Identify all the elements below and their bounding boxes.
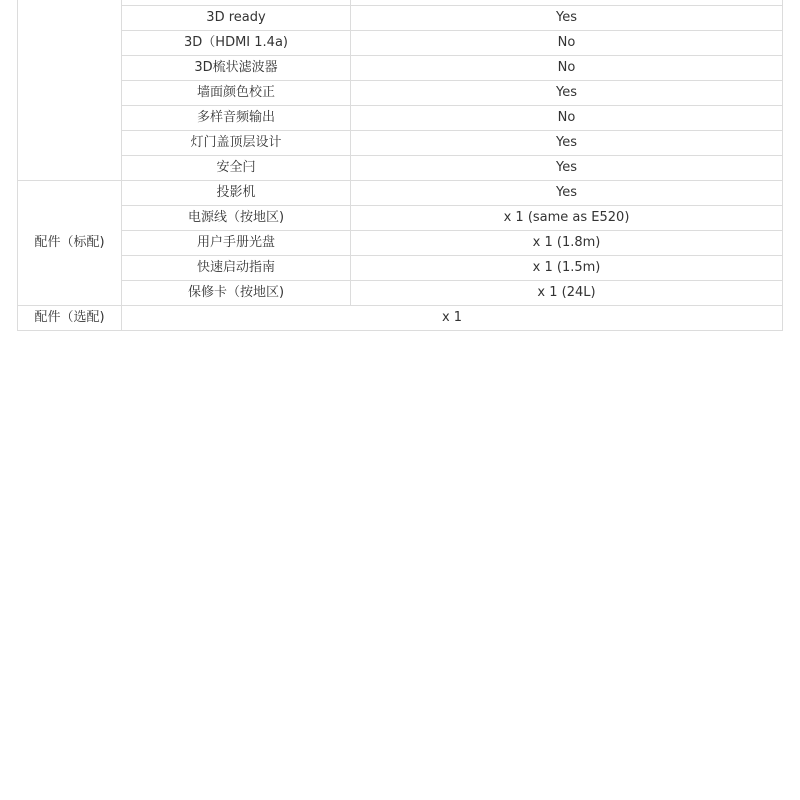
table-row xyxy=(18,306,783,331)
spec-name: 安全闩 xyxy=(122,156,351,181)
spec-name: 保修卡（按地区) xyxy=(122,281,351,306)
spec-value: Yes xyxy=(351,156,783,181)
spec-value: No xyxy=(351,106,783,131)
spec-value: x 1 (1.5m) xyxy=(351,256,783,281)
spec-name: 投影机 xyxy=(122,181,351,206)
table-row xyxy=(18,81,783,106)
table-row xyxy=(18,6,783,31)
spec-value: Yes xyxy=(351,81,783,106)
spec-table xyxy=(17,0,783,331)
table-row xyxy=(18,206,783,231)
table-row xyxy=(18,106,783,131)
spec-name: 3D梳状滤波器 xyxy=(122,56,351,81)
table-row xyxy=(18,181,783,206)
spec-name: 灯门盖顶层设计 xyxy=(122,131,351,156)
spec-value: x 1 (1.8m) xyxy=(351,231,783,256)
spec-value: Yes xyxy=(351,181,783,206)
spec-value: Yes xyxy=(351,6,783,31)
table-row xyxy=(18,156,783,181)
table-row xyxy=(18,256,783,281)
group-label-features xyxy=(18,0,122,181)
table-row xyxy=(18,131,783,156)
optional-accessories-value: x 1 xyxy=(122,306,783,331)
spec-value: Yes xyxy=(351,131,783,156)
group-label-optional-accessories: 配件（选配) xyxy=(18,306,122,331)
spec-name: 墙面颜色校正 xyxy=(122,81,351,106)
spec-value: x 1 (same as E520) xyxy=(351,206,783,231)
spec-name: 3D（HDMI 1.4a) xyxy=(122,31,351,56)
spec-name: 电源线（按地区) xyxy=(122,206,351,231)
spec-name: 3D ready xyxy=(122,6,351,31)
spec-name: 快速启动指南 xyxy=(122,256,351,281)
table-row xyxy=(18,231,783,256)
spec-name: 多样音频输出 xyxy=(122,106,351,131)
spec-value: No xyxy=(351,56,783,81)
spec-value: No xyxy=(351,31,783,56)
spec-value: x 1 (24L) xyxy=(351,281,783,306)
table-row xyxy=(18,281,783,306)
table-row xyxy=(18,56,783,81)
spec-name: 用户手册光盘 xyxy=(122,231,351,256)
table-row xyxy=(18,31,783,56)
group-label-standard-accessories: 配件（标配) xyxy=(18,181,122,306)
spec-table-body xyxy=(18,0,783,331)
